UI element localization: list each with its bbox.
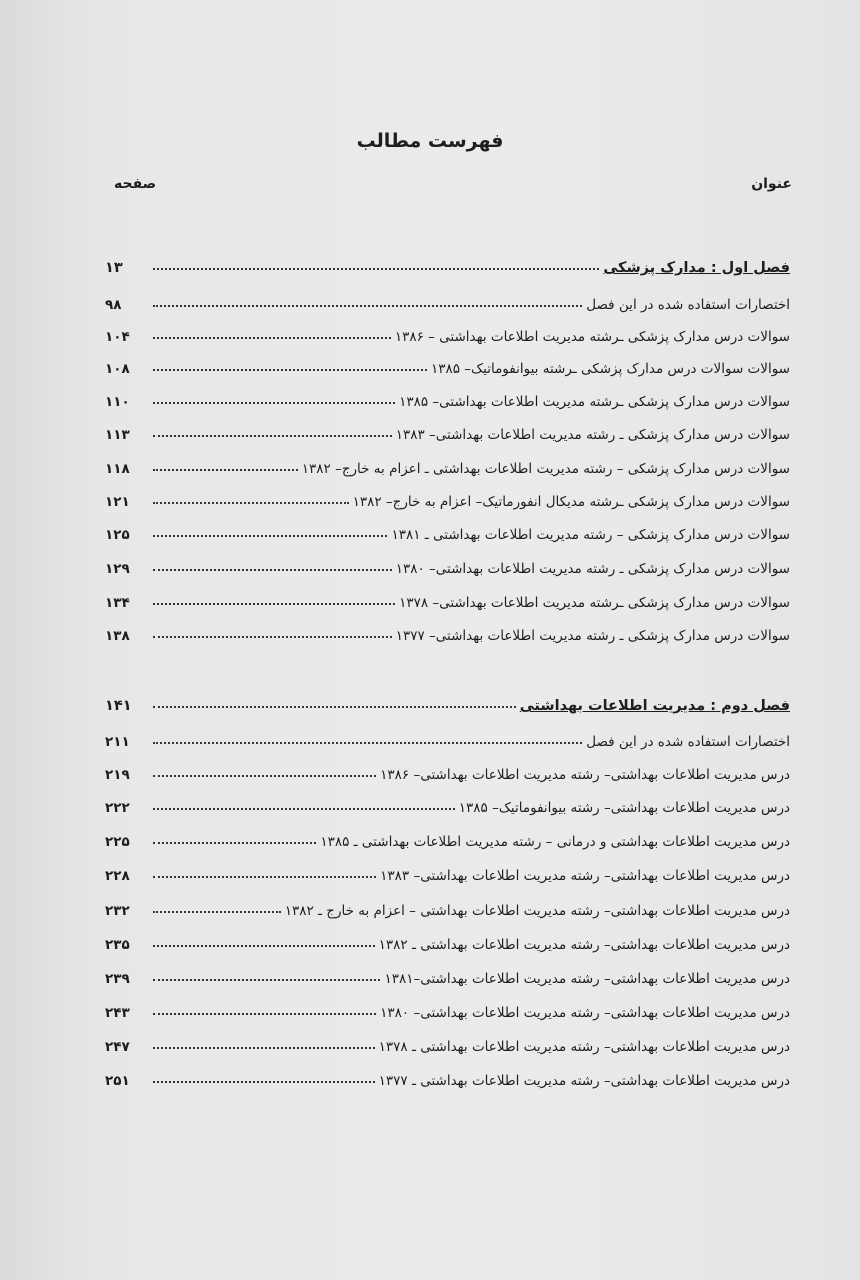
dot-leader [153, 842, 316, 844]
toc-entry [105, 895, 790, 919]
page-number: ۱۲۱ [105, 494, 130, 510]
page-number: ۲۲۵ [105, 834, 130, 850]
chapter-heading [105, 690, 790, 714]
dot-leader [153, 268, 599, 270]
page-number: ۲۴۳ [105, 1005, 130, 1021]
entry-title: سوالات سوالات درس مدارک پزشکی ـرشته بیوانفوماتیک– ۱۳۸۵ [430, 361, 790, 377]
toc-entry [105, 587, 790, 611]
page-number: ۲۴۷ [105, 1039, 130, 1055]
page-number: ۲۱۱ [105, 734, 130, 750]
dot-leader [153, 569, 392, 571]
page-number: ۲۳۲ [105, 903, 130, 919]
toc-entry [105, 726, 790, 750]
dot-leader [153, 636, 392, 638]
dot-leader [153, 435, 392, 437]
page-number: ۱۳۴ [105, 595, 130, 611]
entry-title: درس مدیریت اطلاعات بهداشتی– رشته بیوانفوماتیک– ۱۳۸۵ [458, 800, 790, 816]
entry-title: سوالات درس مدارک پزشکی – رشته مدیریت اطلاعات بهداشتی ـ اعزام به خارج– ۱۳۸۲ [301, 461, 790, 477]
page-number: ۱۱۳ [105, 427, 130, 443]
dot-leader [153, 979, 380, 981]
entry-title: درس مدیریت اطلاعات بهداشتی– رشته مدیریت اطلاعات بهداشتی– ۱۳۸۰ [380, 1005, 790, 1021]
page-number: ۲۳۵ [105, 937, 130, 953]
toc-entry [105, 486, 790, 510]
toc-entry [105, 519, 790, 543]
toc-entry [105, 353, 790, 377]
dot-leader [153, 369, 427, 371]
page-number: ۲۱۹ [105, 767, 130, 783]
dot-leader [153, 911, 281, 913]
toc-entry [105, 386, 790, 410]
entry-title: سوالات درس مدارک پزشکی – رشته مدیریت اطلاعات بهداشتی ـ ۱۳۸۱ [391, 527, 790, 543]
dot-leader [153, 808, 455, 810]
dot-leader [153, 305, 582, 307]
entry-title: سوالات درس مدارک پزشکی ـرشته مدیریت اطلاعات بهداشتی – ۱۳۸۶ [394, 329, 790, 345]
entry-title: درس مدیریت اطلاعات بهداشتی– رشته مدیریت اطلاعات بهداشتی ـ ۱۳۷۸ [378, 1039, 790, 1055]
page-number: ۲۲۸ [105, 868, 130, 884]
dot-leader [153, 502, 349, 504]
toc-entry [105, 929, 790, 953]
dot-leader [153, 945, 375, 947]
toc-entry [105, 997, 790, 1021]
entry-title: اختصارات استفاده شده در این فصل [586, 734, 790, 750]
entry-title: اختصارات استفاده شده در این فصل [586, 297, 790, 313]
entry-title: درس مدیریت اطلاعات بهداشتی– رشته مدیریت اطلاعات بهداشتی ـ ۱۳۷۷ [378, 1073, 790, 1089]
dot-leader [153, 402, 395, 404]
dot-leader [153, 337, 391, 339]
entry-title: سوالات درس مدارک پزشکی ـ رشته مدیریت اطلاعات بهداشتی– ۱۳۸۰ [395, 561, 790, 577]
chapter-heading [105, 252, 790, 276]
page-number: ۲۵۱ [105, 1073, 130, 1089]
entry-title: سوالات درس مدارک پزشکی ـرشته مدیریت اطلاعات بهداشتی– ۱۳۸۵ [399, 394, 790, 410]
toc-entry [105, 321, 790, 345]
dot-leader [153, 469, 298, 471]
page-number: ۱۳۸ [105, 628, 130, 644]
dot-leader [153, 876, 376, 878]
toc-entry [105, 620, 790, 644]
dot-leader [153, 1047, 375, 1049]
toc-entry [105, 759, 790, 783]
entry-title: درس مدیریت اطلاعات بهداشتی– رشته مدیریت اطلاعات بهداشتی ـ ۱۳۸۲ [378, 937, 790, 953]
toc-entry [105, 453, 790, 477]
entry-title: سوالات درس مدارک پزشکی ـرشته مدیریت اطلاعات بهداشتی– ۱۳۷۸ [399, 595, 790, 611]
toc-entry [105, 1031, 790, 1055]
page-number: ۱۴۱ [105, 698, 132, 714]
page-number: ۹۸ [105, 297, 122, 313]
page-number: ۲۲۲ [105, 800, 130, 816]
toc-entry [105, 1065, 790, 1089]
dot-leader [153, 706, 516, 708]
page-number: ۲۳۹ [105, 971, 130, 987]
column-header-title: عنوان [751, 176, 792, 192]
page-number: ۱۱۸ [105, 461, 130, 477]
chapter-title: فصل اول : مدارک پزشکی [603, 260, 790, 276]
toc-entry [105, 289, 790, 313]
entry-title: درس مدیریت اطلاعات بهداشتی– رشته مدیریت اطلاعات بهداشتی–۱۳۸۱ [384, 971, 790, 987]
dot-leader [153, 1081, 375, 1083]
page-number: ۱۲۹ [105, 561, 130, 577]
dot-leader [153, 603, 395, 605]
toc-entry [105, 860, 790, 884]
toc-entry [105, 792, 790, 816]
entry-title: درس مدیریت اطلاعات بهداشتی و درمانی – رشته مدیریت اطلاعات بهداشتی ـ ۱۳۸۵ [320, 834, 790, 850]
toc-title: فهرست مطالب [356, 130, 504, 152]
page-number: ۱۲۵ [105, 527, 130, 543]
page-number: ۱۳ [105, 260, 123, 276]
toc-entry [105, 826, 790, 850]
dot-leader [153, 775, 376, 777]
entry-title: سوالات درس مدارک پزشکی ـ رشته مدیریت اطلاعات بهداشتی– ۱۳۷۷ [395, 628, 790, 644]
toc-entry [105, 419, 790, 443]
entry-title: درس مدیریت اطلاعات بهداشتی– رشته مدیریت اطلاعات بهداشتی– ۱۳۸۳ [380, 868, 790, 884]
page-number: ۱۱۰ [105, 394, 130, 410]
chapter-title: فصل دوم : مدیریت اطلاعات بهداشتی [519, 698, 790, 714]
page-number: ۱۰۴ [105, 329, 130, 345]
dot-leader [153, 1013, 376, 1015]
toc-entry [105, 553, 790, 577]
entry-title: درس مدیریت اطلاعات بهداشتی– رشته مدیریت اطلاعات بهداشتی– ۱۳۸۶ [380, 767, 790, 783]
dot-leader [153, 742, 582, 744]
entry-title: سوالات درس مدارک پزشکی ـ رشته مدیریت اطلاعات بهداشتی– ۱۳۸۳ [395, 427, 790, 443]
entry-title: درس مدیریت اطلاعات بهداشتی– رشته مدیریت اطلاعات بهداشتی – اعزام به خارج ـ ۱۳۸۲ [284, 903, 790, 919]
dot-leader [153, 535, 387, 537]
toc-entry [105, 963, 790, 987]
page-number: ۱۰۸ [105, 361, 130, 377]
entry-title: سوالات درس مدارک پزشکی ـرشته مدیکال انفورماتیک– اعزام به خارج– ۱۳۸۲ [352, 494, 790, 510]
column-header-page: صفحه [114, 176, 157, 192]
